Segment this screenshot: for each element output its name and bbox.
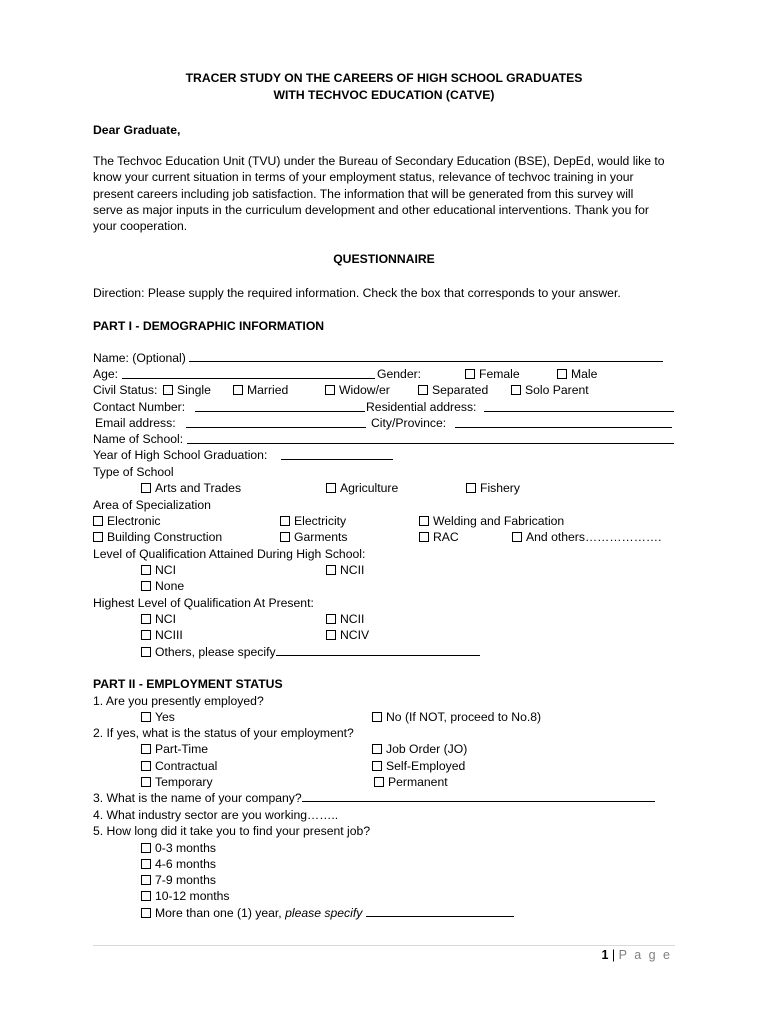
contact-label: Contact Number: <box>93 400 186 414</box>
checkbox-icon[interactable] <box>280 516 290 526</box>
spec-option-electricity[interactable]: Electricity <box>280 513 346 529</box>
q2-option-contractual[interactable]: Contractual <box>141 758 217 774</box>
spec-option-building[interactable]: Building Construction <box>93 529 222 545</box>
name-label: Name: (Optional) <box>93 351 186 365</box>
specialization-label: Area of Specialization <box>93 498 211 512</box>
q5-option-10-12[interactable]: 10-12 months <box>141 888 230 904</box>
q2-option-job-order[interactable]: Job Order (JO) <box>372 741 467 757</box>
questionnaire-heading: QUESTIONNAIRE <box>333 252 435 266</box>
page-number: 1 <box>601 948 609 962</box>
checkbox-icon[interactable] <box>141 630 151 640</box>
q3-label: 3. What is the name of your company? <box>93 791 302 805</box>
spec-option-garments[interactable]: Garments <box>280 529 348 545</box>
q1-label: 1. Are you presently employed? <box>93 694 264 708</box>
checkbox-icon[interactable] <box>419 516 429 526</box>
qual-present-option-nci[interactable]: NCI <box>141 611 176 627</box>
checkbox-icon[interactable] <box>141 891 151 901</box>
q1-option-no[interactable]: No (If NOT, proceed to No.8) <box>372 709 541 725</box>
title-line-1: TRACER STUDY ON THE CAREERS OF HIGH SCHOOL GRADUATES <box>185 71 583 85</box>
city-field[interactable] <box>455 416 672 428</box>
name-row <box>93 350 663 366</box>
type-label: Type of School <box>93 465 174 479</box>
q2-option-permanent[interactable]: Permanent <box>374 774 448 790</box>
qual-present-option-others[interactable]: Others, please specify <box>141 644 480 660</box>
checkbox-icon[interactable] <box>141 712 151 722</box>
name-field[interactable] <box>189 350 663 362</box>
checkbox-icon[interactable] <box>141 875 151 885</box>
q2-option-temporary[interactable]: Temporary <box>141 774 213 790</box>
residential-field[interactable] <box>484 400 674 412</box>
direction-text: Direction: Please supply the required information. Check the box that corresponds to your answer. <box>93 286 621 300</box>
type-option-agriculture[interactable]: Agriculture <box>326 480 398 496</box>
company-field[interactable] <box>302 790 655 802</box>
q5-option-more-than-year[interactable]: More than one (1) year, please specify <box>141 905 514 921</box>
page-footer <box>601 948 672 962</box>
spec-option-welding[interactable]: Welding and Fabrication <box>419 513 564 529</box>
q2-option-part-time[interactable]: Part-Time <box>141 741 208 757</box>
checkbox-icon[interactable] <box>141 777 151 787</box>
checkbox-icon[interactable] <box>465 369 475 379</box>
spec-option-electronic[interactable]: Electronic <box>93 513 161 529</box>
civil-status-label: Civil Status: <box>93 383 158 397</box>
checkbox-icon[interactable] <box>141 581 151 591</box>
checkbox-icon[interactable] <box>141 859 151 869</box>
school-label: Name of School: <box>93 432 184 446</box>
checkbox-icon[interactable] <box>466 483 476 493</box>
checkbox-icon[interactable] <box>233 385 243 395</box>
age-field[interactable] <box>122 367 375 379</box>
age-label: Age: <box>93 367 119 381</box>
title-line-2: WITH TECHVOC EDUCATION (CATVE) <box>273 88 495 102</box>
checkbox-icon[interactable] <box>280 532 290 542</box>
checkbox-icon[interactable] <box>512 532 522 542</box>
checkbox-icon[interactable] <box>141 565 151 575</box>
checkbox-icon[interactable] <box>419 532 429 542</box>
spec-option-rac[interactable]: RAC <box>419 529 459 545</box>
checkbox-icon[interactable] <box>141 843 151 853</box>
checkbox-icon[interactable] <box>325 385 335 395</box>
type-option-fishery[interactable]: Fishery <box>466 480 520 496</box>
school-field[interactable] <box>187 432 674 444</box>
more-than-year-field[interactable] <box>366 905 514 917</box>
civil-option-widower[interactable]: Widow/er <box>325 382 390 398</box>
qual-present-option-nciv[interactable]: NCIV <box>326 627 369 643</box>
year-field[interactable] <box>281 448 393 460</box>
checkbox-icon[interactable] <box>141 761 151 771</box>
qual-hs-option-nci[interactable]: NCI <box>141 562 176 578</box>
q5-option-7-9[interactable]: 7-9 months <box>141 872 216 888</box>
checkbox-icon[interactable] <box>93 516 103 526</box>
q5-option-0-3[interactable]: 0-3 months <box>141 840 216 856</box>
checkbox-icon[interactable] <box>326 614 336 624</box>
contact-field[interactable] <box>195 400 365 412</box>
checkbox-icon[interactable] <box>141 744 151 754</box>
q5-label: 5. How long did it take you to find your present job? <box>93 824 371 838</box>
spec-option-others[interactable]: And others………………. <box>512 529 661 545</box>
qual-present-option-nciii[interactable]: NCIII <box>141 627 183 643</box>
email-field[interactable] <box>186 416 366 428</box>
please-specify-italic: please specify <box>285 906 363 920</box>
checkbox-icon[interactable] <box>141 908 151 918</box>
qual-present-label: Highest Level of Qualification At Present: <box>93 596 314 610</box>
checkbox-icon[interactable] <box>372 712 382 722</box>
qual-hs-option-ncii[interactable]: NCII <box>326 562 364 578</box>
gender-option-male[interactable]: Male <box>557 366 597 382</box>
gender-option-female[interactable]: Female <box>465 366 520 382</box>
civil-option-solo-parent[interactable]: Solo Parent <box>511 382 589 398</box>
others-specify-field[interactable] <box>276 644 480 656</box>
q2-label: 2. If yes, what is the status of your employment? <box>93 726 354 740</box>
checkbox-icon[interactable] <box>141 614 151 624</box>
checkbox-icon[interactable] <box>326 483 336 493</box>
footer-divider <box>93 945 675 946</box>
checkbox-icon[interactable] <box>374 777 384 787</box>
qual-hs-option-none[interactable]: None <box>141 578 184 594</box>
gender-label: Gender: <box>377 367 422 381</box>
checkbox-icon[interactable] <box>372 761 382 771</box>
checkbox-icon[interactable] <box>326 565 336 575</box>
q1-option-yes[interactable]: Yes <box>141 709 175 725</box>
part2-heading: PART II - EMPLOYMENT STATUS <box>93 677 283 691</box>
checkbox-icon[interactable] <box>557 369 567 379</box>
residential-label: Residential address: <box>366 400 477 414</box>
part1-heading: PART I - DEMOGRAPHIC INFORMATION <box>93 319 325 333</box>
email-label: Email address: <box>95 416 176 430</box>
q3-row <box>93 790 655 806</box>
page-word: P a g e <box>618 948 672 962</box>
checkbox-icon[interactable] <box>141 647 151 657</box>
civil-option-single[interactable]: Single <box>163 382 211 398</box>
salutation: Dear Graduate, <box>93 123 181 137</box>
checkbox-icon[interactable] <box>511 385 521 395</box>
civil-option-married[interactable]: Married <box>233 382 288 398</box>
year-label: Year of High School Graduation: <box>93 448 268 462</box>
checkbox-icon[interactable] <box>163 385 173 395</box>
checkbox-icon[interactable] <box>141 483 151 493</box>
qual-present-option-ncii[interactable]: NCII <box>326 611 364 627</box>
civil-option-separated[interactable]: Separated <box>418 382 488 398</box>
qual-hs-label: Level of Qualification Attained During High School: <box>93 547 366 561</box>
q5-option-4-6[interactable]: 4-6 months <box>141 856 216 872</box>
city-label: City/Province: <box>371 416 447 430</box>
checkbox-icon[interactable] <box>326 630 336 640</box>
q2-option-self-employed[interactable]: Self-Employed <box>372 758 465 774</box>
page-separator: | <box>611 948 616 962</box>
checkbox-icon[interactable] <box>372 744 382 754</box>
checkbox-icon[interactable] <box>418 385 428 395</box>
type-option-arts-trades[interactable]: Arts and Trades <box>141 480 241 496</box>
intro-paragraph: The Techvoc Education Unit (TVU) under the Bureau of Secondary Education (BSE), DepEd, would like to know your current situation in terms of your employment status, relevance of techvoc training in your present careers including job satisfaction. The information that will be generated from this survey will serve as major inputs in the curriculum development and other educational interventions. Thank you for your cooperation. <box>93 154 665 234</box>
q4-label: 4. What industry sector are you working…….. <box>93 808 339 822</box>
checkbox-icon[interactable] <box>93 532 103 542</box>
